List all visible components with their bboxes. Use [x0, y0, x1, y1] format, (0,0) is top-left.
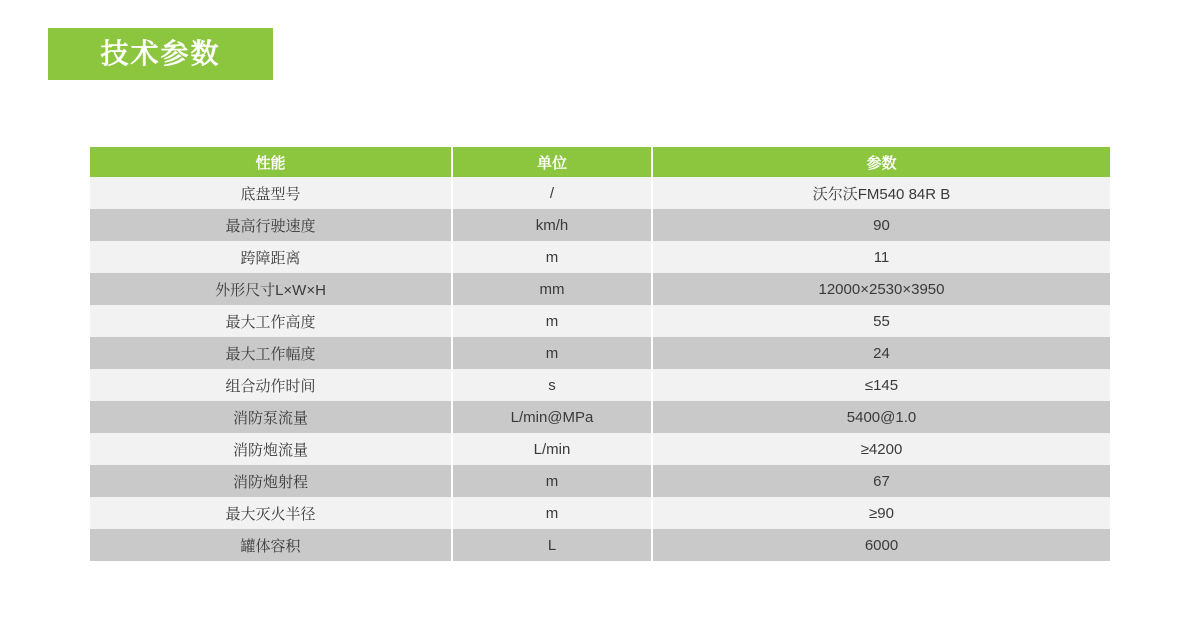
column-header-parameter: 参数	[652, 147, 1110, 177]
cell-value: 11	[652, 241, 1110, 273]
cell-unit: m	[452, 465, 652, 497]
cell-unit: mm	[452, 273, 652, 305]
cell-performance: 底盘型号	[90, 177, 452, 209]
cell-value: ≥90	[652, 497, 1110, 529]
cell-unit: /	[452, 177, 652, 209]
cell-value: 67	[652, 465, 1110, 497]
cell-value: 55	[652, 305, 1110, 337]
table-row	[90, 465, 1110, 497]
table-row	[90, 497, 1110, 529]
cell-performance: 跨障距离	[90, 241, 452, 273]
cell-unit: L/min	[452, 433, 652, 465]
table-header	[90, 147, 1110, 177]
table-row	[90, 305, 1110, 337]
cell-performance: 最大灭火半径	[90, 497, 452, 529]
table-header-row	[90, 147, 1110, 177]
table-row	[90, 209, 1110, 241]
cell-performance: 罐体容积	[90, 529, 452, 561]
cell-performance: 最高行驶速度	[90, 209, 452, 241]
page-title-banner	[48, 28, 273, 80]
page-title: 技术参数	[100, 38, 221, 69]
table-row	[90, 529, 1110, 561]
table-row	[90, 401, 1110, 433]
column-header-unit: 单位	[452, 147, 652, 177]
table-row	[90, 433, 1110, 465]
cell-value: 5400@1.0	[652, 401, 1110, 433]
cell-value: 90	[652, 209, 1110, 241]
cell-performance: 最大工作高度	[90, 305, 452, 337]
cell-unit: m	[452, 497, 652, 529]
cell-performance: 消防炮流量	[90, 433, 452, 465]
cell-performance: 消防炮射程	[90, 465, 452, 497]
cell-unit: m	[452, 337, 652, 369]
cell-unit: s	[452, 369, 652, 401]
cell-unit: L	[452, 529, 652, 561]
cell-value: 24	[652, 337, 1110, 369]
table-row	[90, 273, 1110, 305]
cell-unit: km/h	[452, 209, 652, 241]
cell-unit: m	[452, 305, 652, 337]
cell-performance: 外形尺寸L×W×H	[90, 273, 452, 305]
cell-value: ≥4200	[652, 433, 1110, 465]
cell-value: ≤145	[652, 369, 1110, 401]
column-header-performance: 性能	[90, 147, 452, 177]
cell-value: 沃尔沃FM540 84R B	[652, 177, 1110, 209]
table-body	[90, 177, 1110, 561]
cell-value: 6000	[652, 529, 1110, 561]
cell-performance: 消防泵流量	[90, 401, 452, 433]
cell-performance: 组合动作时间	[90, 369, 452, 401]
table-row	[90, 241, 1110, 273]
cell-unit: L/min@MPa	[452, 401, 652, 433]
table-row	[90, 177, 1110, 209]
cell-value: 12000×2530×3950	[652, 273, 1110, 305]
technical-parameters-table	[90, 147, 1110, 561]
cell-performance: 最大工作幅度	[90, 337, 452, 369]
table-row	[90, 369, 1110, 401]
cell-unit: m	[452, 241, 652, 273]
table-row	[90, 337, 1110, 369]
